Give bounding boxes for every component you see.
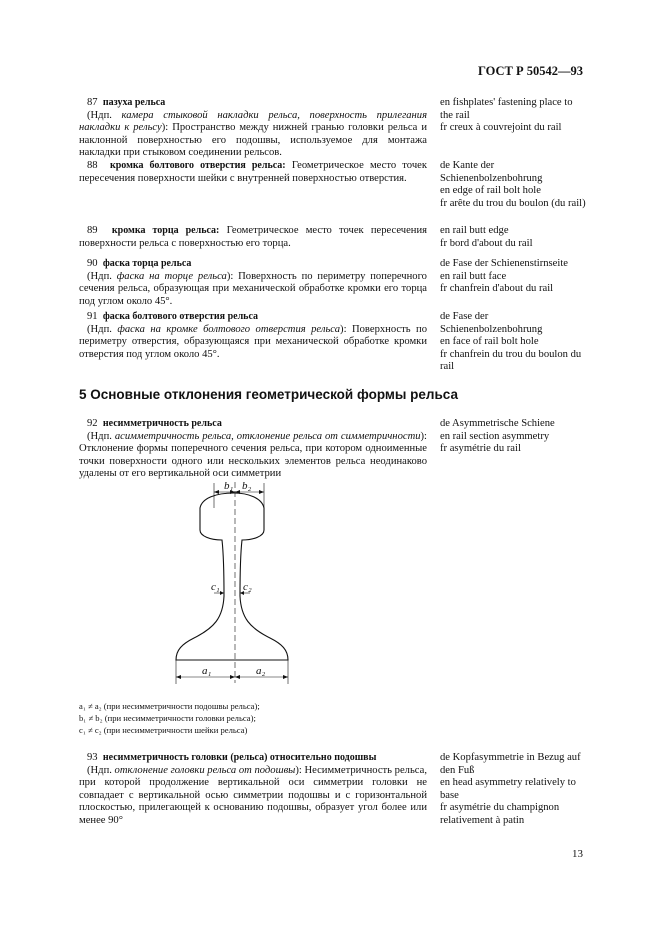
label-a2: a₂ — [256, 665, 266, 677]
arrow-head — [176, 675, 181, 679]
foreign-term: fr arête du trou du boulon (du rail) — [440, 197, 586, 209]
term-number: 89 — [87, 225, 98, 236]
label-b2: b₂ — [242, 480, 252, 492]
foreign-equivalents-91 — [440, 311, 588, 374]
rail-section-figure — [150, 478, 310, 688]
term-definition: Геометрическое место точек пересечения поверхности шейки с внутренней поверхностью отверстия. — [79, 160, 428, 184]
section-heading: 5 Основные отклонения геометрической формы рельса — [79, 387, 458, 402]
term-definition: ): Поверхность по периметру отверстия, образующаяся при механической обработке кромки отверстия под углом около 45°. — [79, 323, 427, 360]
arrow-head — [230, 675, 235, 679]
foreign-term: en head asymmetry relatively to base — [440, 777, 576, 801]
term-number: 93 — [87, 752, 98, 763]
foreign-term: de Asymmetrische Schiene — [440, 418, 555, 429]
term-note-prefix: (Ндп. — [87, 430, 115, 442]
foreign-term: fr creux à couvrejoint du rail — [440, 122, 562, 134]
term-note-prefix: (Ндп. — [87, 764, 115, 776]
foreign-term: en rail butt edge — [440, 225, 509, 236]
label-c2: c₂ — [243, 581, 252, 593]
deprecated-terms: фаска на кромке болтового отверстия рельса — [117, 323, 341, 335]
term-note-prefix: (Ндп. — [87, 323, 118, 335]
figure-note: c₁ ≠ c₂ (при несимметричности шейки рельса) — [79, 725, 248, 736]
arrow-head — [283, 675, 288, 679]
foreign-term: de Kopfasymmetrie in Bezug auf den Fuß — [440, 752, 581, 776]
term-name: фаска торца рельса — [102, 258, 192, 269]
figure-notes — [79, 700, 260, 737]
foreign-equivalents-88 — [440, 160, 588, 210]
foreign-term: fr chanfrein d'about du rail — [440, 283, 554, 295]
standard-header: ГОСТ Р 50542—93 — [477, 64, 583, 78]
term-name: пазуха рельса — [102, 97, 166, 108]
term-number: 90 — [87, 258, 98, 269]
term-entry-87 — [79, 97, 427, 160]
deprecated-terms: фаска на торце рельса — [116, 270, 227, 282]
arrow-head — [235, 675, 240, 679]
foreign-term: fr asymétrie du rail — [440, 443, 521, 455]
term-definition: ): Несимметричность рельса, при которой продолжение вертикальной оси симметрии головки не совпадает с вертикальной осью симметрии подошвы и с горизонтальной плоскостью, прилегающей к основанию подошвы, образует угол более или менее 90° — [79, 764, 427, 826]
term-name: несимметричность головки (рельса) относительно подошвы — [102, 752, 377, 763]
page-number: 13 — [572, 848, 583, 860]
arrow-head — [259, 490, 264, 494]
term-entry-88 — [79, 160, 427, 185]
foreign-term: fr asymétrie du champignon relativement à patin — [440, 802, 560, 826]
rail-profile — [176, 493, 288, 660]
foreign-term: en rail butt face — [440, 270, 507, 282]
foreign-equivalents-90 — [440, 258, 588, 296]
foreign-term: en fishplates' fastening place to the rail — [440, 97, 573, 121]
term-entry-91 — [79, 311, 427, 361]
term-name: несимметричность рельса — [102, 418, 222, 429]
term-name: кромка болтового отверстия рельса: — [109, 160, 286, 171]
deprecated-terms: асимметричность рельса, отклонение рельса от симметричности — [114, 430, 421, 442]
term-number: 92 — [87, 418, 98, 429]
term-entry-92 — [79, 418, 427, 481]
foreign-term: de Fase der Schienenstirnseite — [440, 258, 568, 269]
term-definition: ): Пространство между нижней гранью головки рельса и наклонной поверхностью его подошвы, используемое для монтажа накладки при стыковом соединении рельсов. — [79, 122, 427, 159]
foreign-equivalents-92 — [440, 418, 588, 456]
term-number: 91 — [87, 311, 98, 322]
term-entry-93 — [79, 752, 427, 828]
term-definition: ): Отклонение формы поперечного сечения рельса, при котором одноименные точки поверхности одного или нескольких элементов рельса неодинаково удалены от его вертикальной оси симметрии — [79, 430, 427, 480]
foreign-term: en edge of rail bolt hole — [440, 185, 541, 197]
label-c1: c₁ — [211, 581, 220, 593]
deprecated-terms: камера стыковой накладки рельса, поверхность прилегания накладки к рельсу — [79, 109, 427, 134]
term-note-prefix: (Ндп. — [87, 270, 117, 282]
term-number: 87 — [87, 97, 98, 108]
term-name: кромка торца рельса: — [111, 225, 220, 236]
foreign-equivalents-89 — [440, 225, 588, 250]
term-number: 88 — [87, 160, 98, 171]
foreign-term: en face of rail bolt hole — [440, 336, 539, 348]
term-definition: Геометрическое место точек пересечения поверхности рельса с поверхностью его торца. — [79, 225, 428, 249]
deprecated-terms: отклонение головки рельса от подошвы — [114, 764, 296, 776]
foreign-term: fr chanfrein du trou du boulon du rail — [440, 348, 582, 373]
foreign-equivalents-93 — [440, 752, 588, 828]
term-note-prefix: (Ндп. — [87, 109, 122, 121]
figure-note: a₁ ≠ a₂ (при несимметричности подошвы рельса); — [79, 701, 260, 711]
term-definition: ): Поверхность по периметру поперечного сечения рельса, образующая при механической обработке кромки его торца под углом около 45°. — [79, 270, 427, 307]
term-name: фаска болтового отверстия рельса — [102, 311, 259, 322]
label-a1: a₁ — [202, 665, 212, 677]
foreign-term: en rail section asymmetry — [440, 430, 550, 442]
label-b1: b₁ — [224, 480, 234, 492]
term-entry-89 — [79, 225, 427, 250]
arrow-head — [214, 490, 219, 494]
foreign-equivalents-87 — [440, 97, 588, 135]
foreign-term: fr bord d'about du rail — [440, 237, 533, 249]
foreign-term: de Kante der Schienenbolzenbohrung — [440, 160, 543, 184]
foreign-term: de Fase der Schienenbolzenbohrung — [440, 311, 543, 335]
figure-note: b₁ ≠ b₂ (при несимметричности головки рельса); — [79, 713, 256, 724]
arrow-head — [220, 591, 224, 595]
term-entry-90 — [79, 258, 427, 308]
